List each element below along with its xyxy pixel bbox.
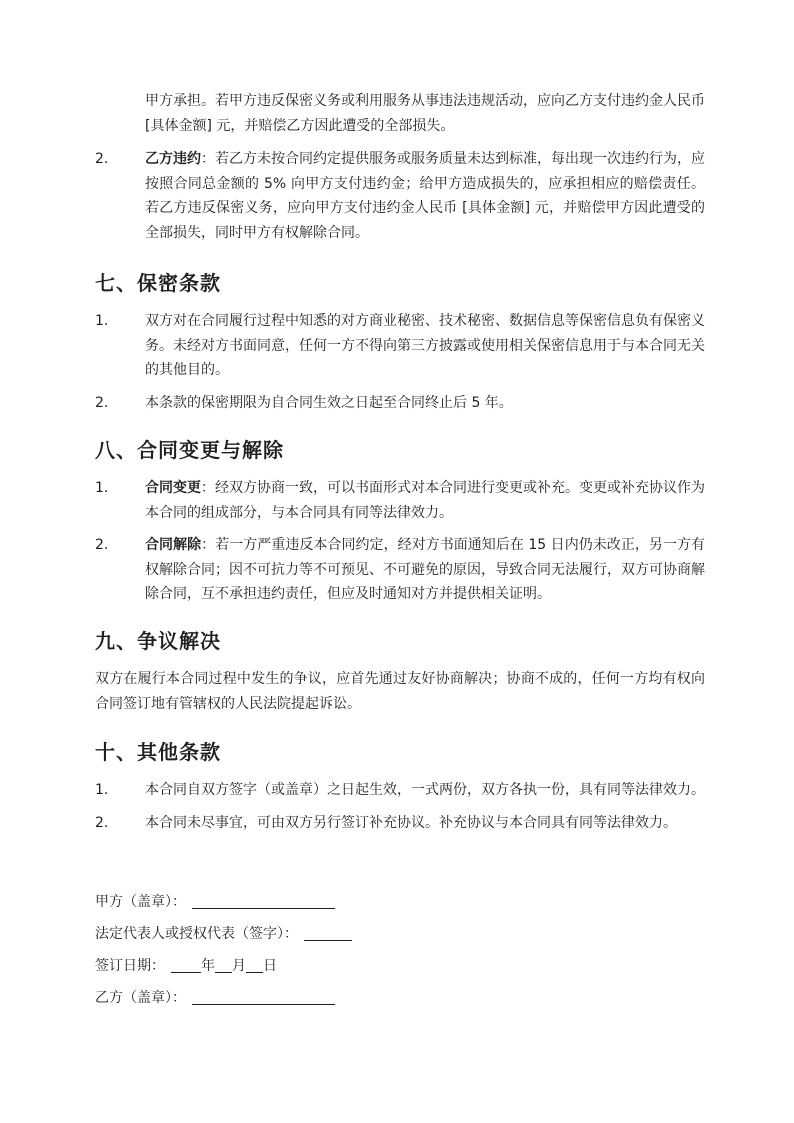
year-blank — [171, 955, 201, 973]
list-text — [145, 476, 705, 525]
list-text: 双方对在合同履行过程中知悉的对方商业秘密、技术秘密、数据信息等保密信息负有保密义务。未经对方书面同意，任何一方不得向第三方披露或使用相关保密信息用于与本合同无关的其他目的。 — [145, 313, 705, 378]
list-number: 1. — [95, 782, 109, 798]
confidentiality-list — [95, 309, 705, 423]
term-body: ：若乙方未按合同约定提供服务或服务质量未达到标准，每出现一次违约行为，应按照合同总金额的 5% 向甲方支付违约金；给甲方造成损失的，应承担相应的赔偿责任。若乙方违反保密义务，应向甲方支付违约金人民币 [具体金额] 元，并赔偿甲方因此遭受的全部损失，同时甲方有权解除合同。 — [145, 151, 705, 241]
representative-signature-line — [95, 922, 352, 947]
list-item — [95, 147, 705, 245]
list-text — [145, 147, 705, 245]
list-text: 本合同自双方签字（或盖章）之日起生效，一式两份，双方各执一份，具有同等法律效力。 — [145, 782, 705, 798]
list-number: 2. — [95, 537, 109, 553]
signing-date-line — [95, 954, 277, 979]
list-item — [95, 811, 705, 836]
party-a-label: 甲方（盖章）： — [95, 894, 186, 910]
party-b-signature-line — [95, 986, 335, 1011]
modification-list — [95, 476, 705, 615]
term-body: ：经双方协商一致，可以书面形式对本合同进行变更或补充。变更或补充协议作为本合同的组成部分，与本合同具有同等法律效力。 — [145, 480, 705, 521]
party-b-label: 乙方（盖章）： — [95, 990, 186, 1006]
continuation-text: 甲方承担。若甲方违反保密义务或利用服务从事违法违规活动，应向乙方支付违约金人民币 [具体金额] 元，并赔偿乙方因此遭受的全部损失。 — [145, 93, 705, 134]
party-b-blank — [192, 987, 335, 1005]
breach-list — [95, 147, 705, 253]
list-number: 2. — [95, 394, 109, 411]
section-title-dispute: 九、争议解决 — [95, 629, 221, 653]
section-title-confidentiality: 七、保密条款 — [95, 271, 221, 295]
list-text: 本条款的保密期限为自合同生效之日起至合同终止后 5 年。 — [145, 394, 513, 411]
list-number: 1. — [95, 313, 109, 329]
year-label: 年 — [201, 958, 215, 974]
list-number: 2. — [95, 814, 109, 831]
list-item — [95, 533, 705, 607]
list-text — [145, 533, 705, 607]
section-title-other: 十、其他条款 — [95, 740, 221, 764]
list-item — [95, 476, 705, 525]
month-blank — [215, 955, 232, 973]
section-title-modification: 八、合同变更与解除 — [95, 438, 284, 462]
term-label: 合同变更 — [145, 480, 201, 496]
list-item — [95, 309, 705, 383]
list-number: 2. — [95, 151, 109, 167]
list-item — [95, 391, 705, 416]
term-body: ：若一方严重违反本合同约定，经对方书面通知后在 15 日内仍未改正，另一方有权解除合同；因不可抗力等不可预见、不可避免的原因，导致合同无法履行，双方可协商解除合同，互不承担违约责任，但应及时通知对方并提供相关证明。 — [145, 537, 706, 602]
term-label: 乙方违约 — [145, 151, 201, 167]
date-label: 签订日期： — [95, 958, 165, 974]
day-blank — [246, 955, 263, 973]
day-label: 日 — [263, 958, 277, 974]
list-item — [95, 778, 705, 803]
party-a-blank — [192, 891, 335, 909]
representative-label: 法定代表人或授权代表（签字）： — [95, 926, 298, 942]
representative-blank — [304, 923, 352, 941]
term-label: 合同解除 — [145, 537, 202, 553]
list-number: 1. — [95, 480, 109, 496]
month-label: 月 — [232, 958, 246, 974]
list-text: 本合同未尽事宜，可由双方另行签订补充协议。补充协议与本合同具有同等法律效力。 — [145, 814, 677, 831]
party-a-signature-line — [95, 890, 335, 915]
dispute-paragraph: 双方在履行本合同过程中发生的争议，应首先通过友好协商解决；协商不成的，任何一方均有权向合同签订地有管辖权的人民法院提起诉讼。 — [95, 671, 705, 712]
other-terms-list — [95, 778, 705, 843]
